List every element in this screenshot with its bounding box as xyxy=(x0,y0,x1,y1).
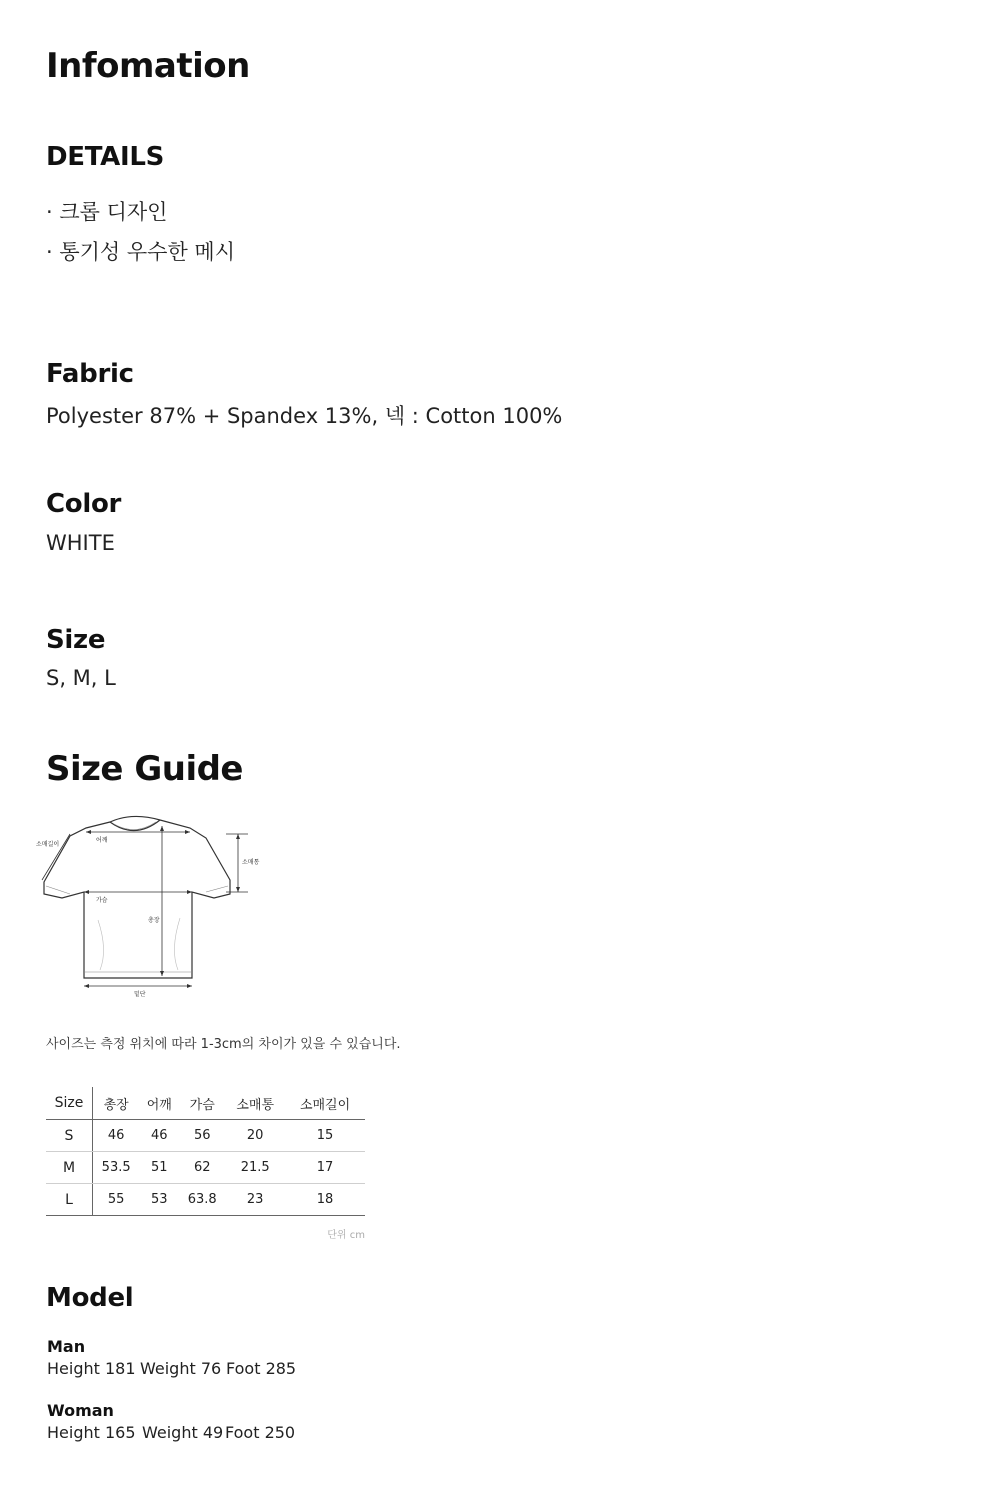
table-header: 소매통 xyxy=(225,1087,285,1120)
table-cell: 53.5 xyxy=(93,1152,140,1184)
model-foot: Foot 250 xyxy=(225,1423,296,1442)
model-height: Height 165 xyxy=(47,1423,136,1442)
size-table xyxy=(46,1087,365,1216)
table-cell: L xyxy=(46,1184,93,1216)
model-stats xyxy=(47,1423,295,1442)
table-cell: 56 xyxy=(179,1120,225,1152)
color-value: WHITE xyxy=(46,531,115,555)
table-cell: 15 xyxy=(285,1120,365,1152)
table-cell: 63.8 xyxy=(179,1184,225,1216)
table-row xyxy=(46,1152,365,1184)
details-item-text: 크롭 디자인 xyxy=(59,200,168,224)
unit-label: 단위 cm xyxy=(327,1230,365,1241)
table-header: Size xyxy=(46,1087,93,1120)
model-stats xyxy=(47,1359,296,1378)
table-cell: 21.5 xyxy=(225,1152,285,1184)
model-height: Height 181 xyxy=(47,1359,136,1378)
diagram-label-sleeve-width: 소매통 xyxy=(242,859,260,866)
model-foot: Foot 285 xyxy=(226,1359,297,1378)
table-cell: S xyxy=(46,1120,93,1152)
table-cell: 53 xyxy=(139,1184,179,1216)
table-cell: 23 xyxy=(225,1184,285,1216)
details-item xyxy=(46,196,167,226)
table-header: 소매길이 xyxy=(285,1087,365,1120)
model-name: Woman xyxy=(47,1401,114,1420)
details-heading: DETAILS xyxy=(46,142,165,172)
fabric-heading: Fabric xyxy=(46,359,134,389)
model-weight: Weight 76 xyxy=(140,1359,222,1378)
diagram-label-hem: 밑단 xyxy=(134,991,146,998)
table-header: 어깨 xyxy=(139,1087,179,1120)
size-value: S, M, L xyxy=(46,666,116,690)
fabric-value: Polyester 87% + Spandex 13%, 넥 : Cotton 100% xyxy=(46,404,563,428)
table-header-row xyxy=(46,1087,365,1120)
table-cell: M xyxy=(46,1152,93,1184)
model-name: Man xyxy=(47,1337,86,1356)
diagram-label-shoulder: 어깨 xyxy=(96,837,108,844)
size-heading: Size xyxy=(46,625,106,655)
table-cell: 46 xyxy=(139,1120,179,1152)
table-cell: 46 xyxy=(93,1120,140,1152)
details-item xyxy=(46,236,235,266)
tshirt-size-diagram xyxy=(30,810,270,1000)
table-cell: 17 xyxy=(285,1152,365,1184)
bullet-dot: · xyxy=(46,240,60,264)
diagram-label-total-length: 총장 xyxy=(148,917,160,924)
diagram-label-sleeve-length: 소매길이 xyxy=(36,841,60,848)
table-cell: 18 xyxy=(285,1184,365,1216)
size-note: 사이즈는 측정 위치에 따라 1-3cm의 차이가 있을 수 있습니다. xyxy=(46,1037,401,1052)
model-weight: Weight 49 xyxy=(142,1423,224,1442)
table-row xyxy=(46,1120,365,1152)
table-header: 가슴 xyxy=(179,1087,225,1120)
size-guide-title: Size Guide xyxy=(46,749,243,789)
page-title: Infomation xyxy=(46,46,250,86)
bullet-dot: · xyxy=(46,200,60,224)
table-cell: 55 xyxy=(93,1184,140,1216)
diagram-label-chest: 가슴 xyxy=(96,897,108,904)
table-header: 총장 xyxy=(93,1087,140,1120)
tshirt-outline xyxy=(44,816,230,978)
color-heading: Color xyxy=(46,489,122,519)
details-item-text: 통기성 우수한 메시 xyxy=(59,240,235,264)
table-cell: 62 xyxy=(179,1152,225,1184)
model-heading: Model xyxy=(46,1283,134,1313)
table-row xyxy=(46,1184,365,1216)
table-cell: 20 xyxy=(225,1120,285,1152)
table-cell: 51 xyxy=(139,1152,179,1184)
